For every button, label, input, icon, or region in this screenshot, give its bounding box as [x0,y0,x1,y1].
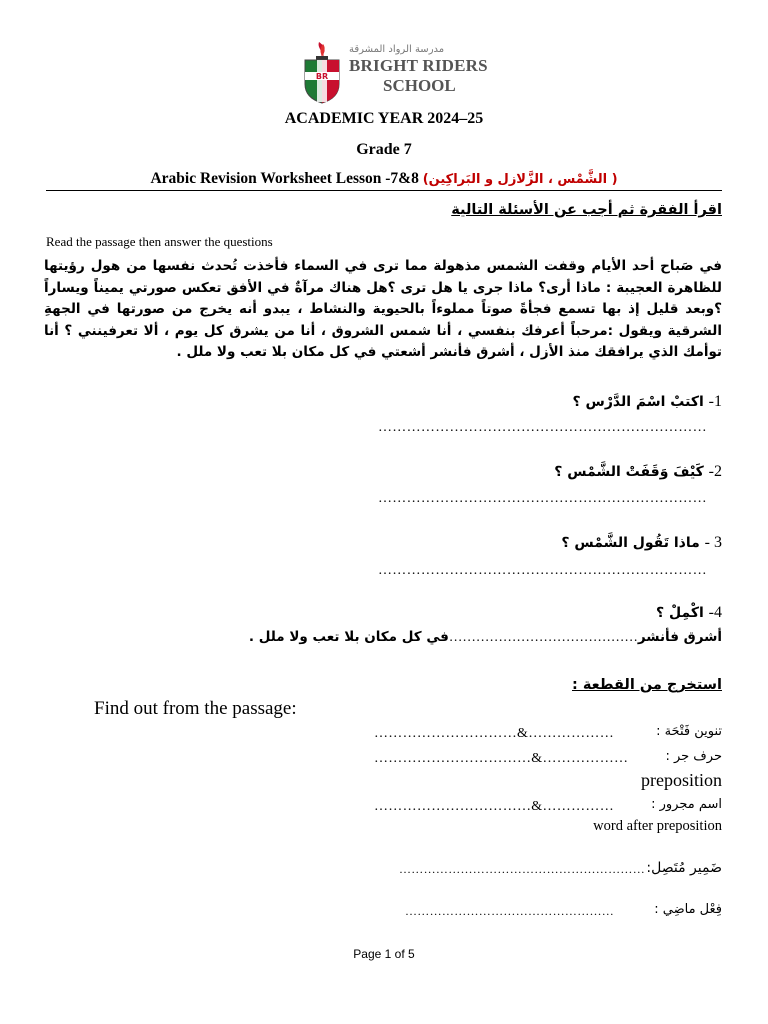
question-1-number: 1- [708,393,722,410]
question-3-number: 3 - [704,534,722,551]
extract-heading-arabic: استخرج من القطعة : [572,677,722,693]
title-divider [46,190,722,191]
svg-text:BR: BR [315,72,329,81]
completion-end: في كل مكان بلا تعب ولا ملل . [248,629,449,645]
academic-year: ACADEMIC YEAR 2024–25 [284,110,484,127]
question-1-text: اكتبْ اسْمَ الدَّرْس ؟ [572,394,704,410]
extract-heading-english: Find out from the passage: [94,698,297,719]
majrur-blank[interactable]: ……………………………&…………… [374,799,614,814]
extract-item-majrur [651,797,722,812]
pronoun-label: ضَمِير مُتَصِل: [646,860,722,876]
extract-item-tanween [656,724,722,739]
question-4-text: اكْمِلْ ؟ [655,605,704,621]
past-verb-blank[interactable]: …………………………………………… [405,904,615,918]
school-name-line2: SCHOOL [383,76,456,95]
tanween-label: تنوين فَتْحَة : [656,724,722,739]
preposition-english: preposition [641,770,722,790]
answer-line-2[interactable]: …………………………………………………………… [378,491,707,506]
completion-start: أشرق فأنشر [637,629,722,645]
worksheet-title-ar: ( الشَّمْس ، الزَّلازل و البَراكِين) [422,172,618,187]
reading-passage: في صَباح أحد الأيام وقفت الشمس مذهولة مما ترى في السماء فأخذت تُحدث نفسها من هول رؤيتها للظاهرة العجيبة : ماذا أرى؟ ماذا جرى يا هل ترى ؟هل هناك مرآةٌ في الأفق تعكس صورتي يميناً ويساراً ؟وبعد قليل إذ بها تسمع فجأةً صوتاً مملوءاً بالحيوية والنشاط ، يبدو أنه يخرج من صورتها في الجهةِ الشرقية ويقول :مرحباً أعرفك بنفسي ، أنا شمس الشروق ، أنا من يشرق كل يوم ، ألا تعرفينني ؟ أنا توأمك الذي يرافقك منذ الأزل ، أشرق فأنشر أشعتي في كل مكان بلا تعب ولا ملل . [44,258,722,360]
school-name-line1: BRIGHT RIDERS [349,56,488,75]
past-verb-label: فِعْل ماضِي : [654,902,722,917]
question-4-completion [249,629,722,645]
majrur-label: اسم مجرور : [651,797,722,812]
question-2-text: كَيْفَ وَقَفَتْ الشَّمْس ؟ [554,464,704,480]
answer-line-3[interactable]: …………………………………………………………… [378,563,707,578]
completion-blank[interactable]: …………………………………… [448,629,638,644]
school-name-arabic: مدرسة الرواد المشرقة [349,44,445,55]
question-2-number: 2- [708,463,722,480]
school-crest-icon [297,40,347,104]
instruction-arabic: اقرأ الفقرة ثم أجب عن الأسئلة التالية [451,202,722,218]
preposition-label: حرف جر : [665,749,722,764]
answer-line-1[interactable]: …………………………………………………………… [378,420,707,435]
question-3-text: ماذا تَقُول الشَّمْس ؟ [561,535,700,551]
question-4-number: 4- [708,604,722,621]
majrur-english: word after preposition [593,818,722,834]
question-1 [573,393,723,411]
question-3 [561,534,722,552]
worksheet-title-en: Arabic Revision Worksheet Lesson -7&8 [150,170,419,187]
question-2 [554,463,722,481]
page-number: Page 1 of 5 [353,947,415,961]
school-logo [297,40,493,104]
question-4 [656,604,722,622]
preposition-blank[interactable]: ……………………………&……………… [374,751,629,766]
extract-item-past-verb [654,902,722,917]
instruction-english: Read the passage then answer the questions [46,234,273,249]
extract-item-preposition [665,749,722,764]
grade: Grade 7 [356,141,412,158]
pronoun-blank[interactable]: …………………………………………………… [399,862,645,876]
worksheet-title [0,170,768,188]
extract-item-pronoun [646,860,722,876]
tanween-blank[interactable]: …………………………&……………… [374,726,614,741]
